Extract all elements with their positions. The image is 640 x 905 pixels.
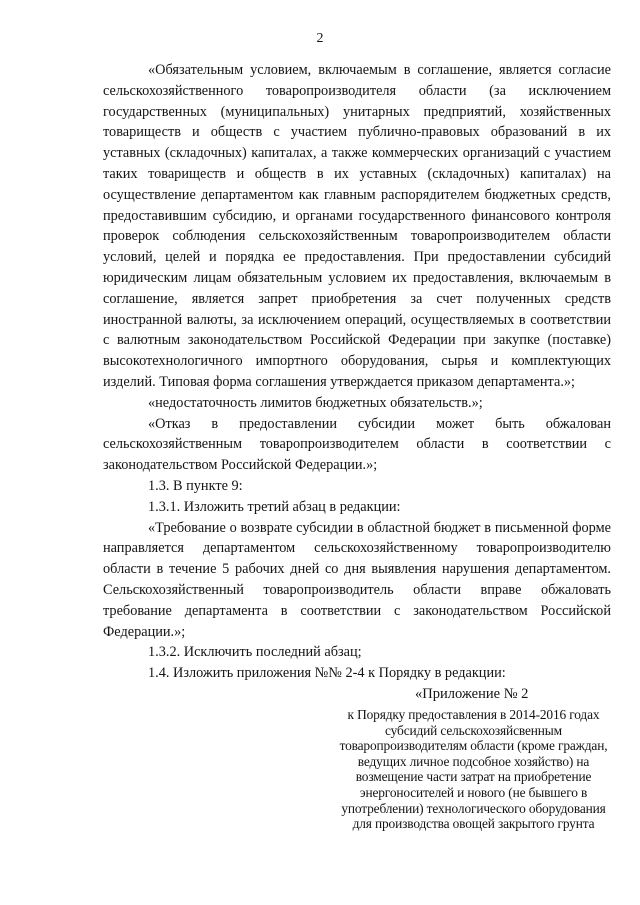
paragraph-item-1-3-2: 1.3.2. Исключить последний абзац; xyxy=(148,644,362,661)
paragraph-item-1-3-1: 1.3.1. Изложить третий абзац в редакции: xyxy=(148,498,401,515)
paragraph-refund-requirement: «Требование о возврате субсидии в областной бюджет в письменной форме направляется департаментом сельскохозяйственному товаропроизводителю области в течение 5 рабочих дней со дня выявления нарушения департаментом. Сельскохозяйственный товаропроизводитель области вправе обжаловать требование департамента в соответствии с законодательством Российской Федерации.»; xyxy=(103,519,611,640)
document-body xyxy=(103,60,611,684)
paragraph-mandatory-condition: «Обязательным условием, включаемым в соглашение, является согласие сельскохозяйственного товаропроизводителя области (за исключением государственных (муниципальных) унитарных предприятий, хозяйственных товариществ и обществ с участием публично-правовых образований в их уставных (складочных) капиталах, а также коммерческих организаций с участием таких товариществ и обществ в их уставных (складочных) капиталах) на осуществление департаментом как главным распорядителем бюджетных средств, предоставившим субсидию, и органами государственного финансового контроля проверок соблюдения сельскохозяйственным товаропроизводителем области условий, целей и порядка ее предоставления. При предоставлении субсидий юридическим лицам обязательным условием их предоставления, включаемым в соглашение, является запрет приобретения за счет полученных средств иностранной валюты, за исключением операций, осуществляемых в соответствии с валютным законодательством Российской Федерации при закупке (поставке) высокотехнологичного импортного оборудования, сырья и комплектующих изделий. Типовая форма соглашения утверждается приказом департамента.»; xyxy=(103,62,611,390)
paragraph-item-1-3: 1.3. В пункте 9: xyxy=(148,477,243,494)
paragraph-item-1-4: 1.4. Изложить приложения №№ 2-4 к Порядку в редакции: xyxy=(148,665,506,682)
paragraph-refusal-appeal: «Отказ в предоставлении субсидии может быть обжалован сельскохозяйственным товаропроизводителем области в соответствии с законодательством Российской Федерации.»; xyxy=(103,415,611,474)
page-number: 2 xyxy=(316,31,324,46)
paragraph-budget-limits: «недостаточность лимитов бюджетных обязательств.»; xyxy=(148,394,483,411)
appendix-description: к Порядку предоставления в 2014-2016 годах субсидий сельскохозяйсвенным товаропроизводителям области (кроме граждан, ведущих личное подсобное хозяйство) на возмещение части затрат на приобретение энергоносителей и нового (не бывшего в употреблении) технологического оборудования для производства овощей закрытого грунта xyxy=(339,707,608,832)
appendix-title: «Приложение № 2 xyxy=(415,686,529,702)
